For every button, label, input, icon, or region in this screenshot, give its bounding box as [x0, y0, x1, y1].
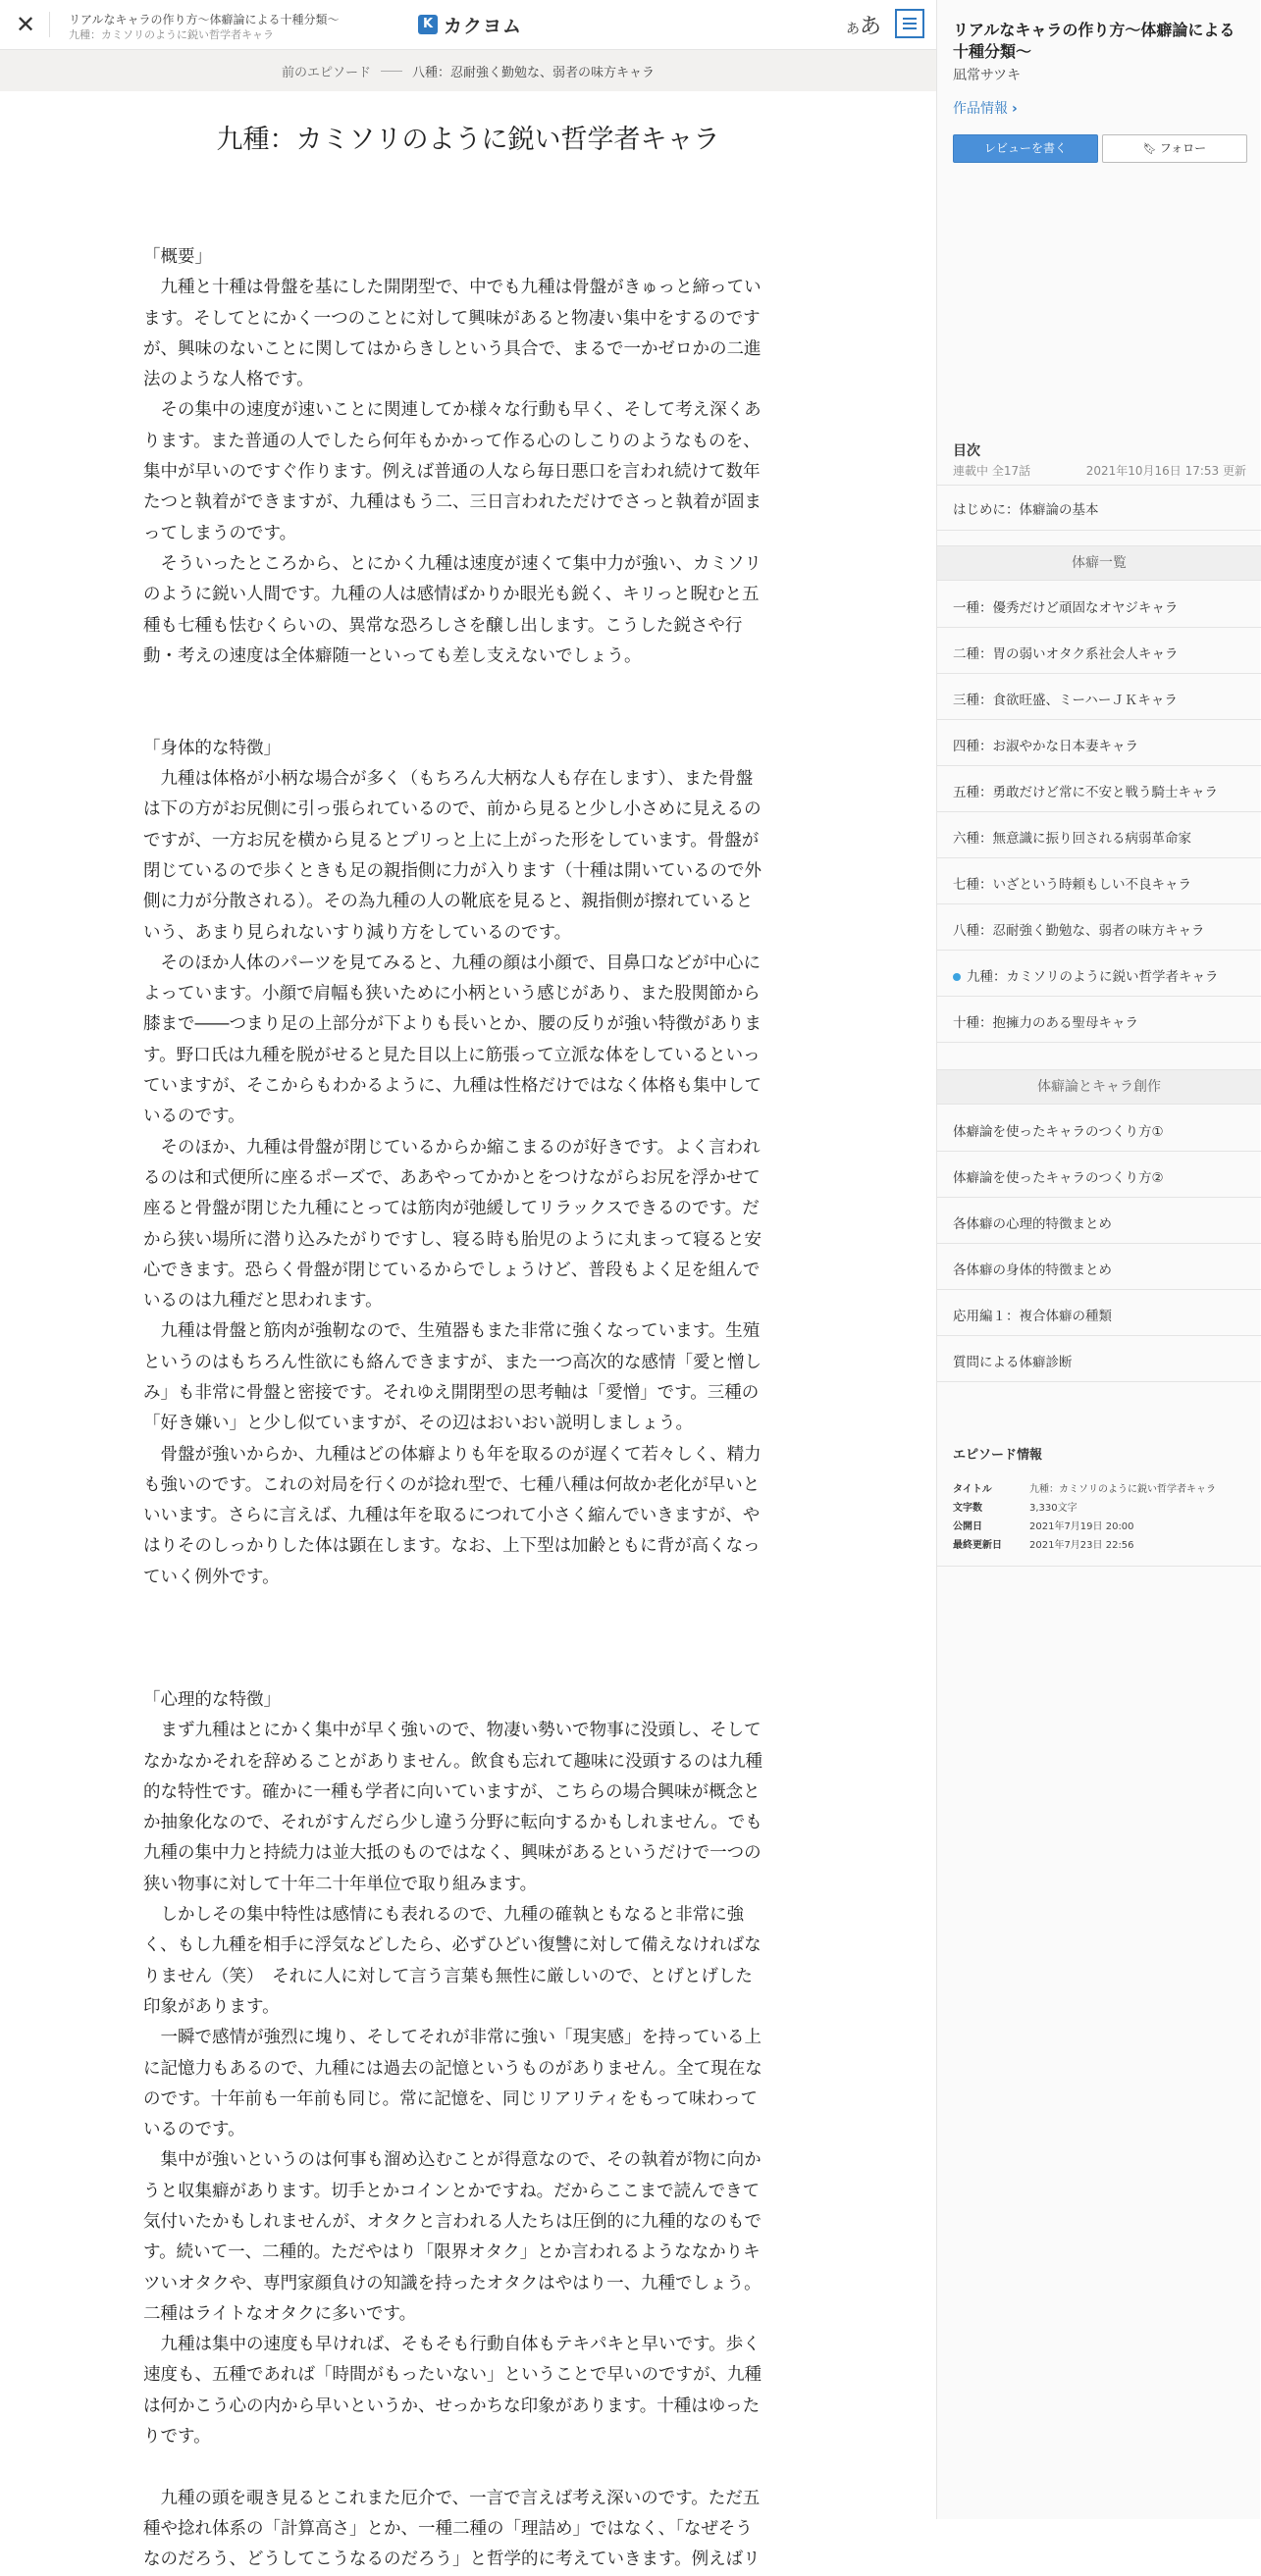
body-line: 閉じているので歩くときも足の親指側に力が入ります（十種は開いているので外 — [143, 860, 762, 881]
toc-divider — [937, 1042, 1261, 1043]
header-work-title[interactable]: リアルなキャラの作り方～体癖論による十種分類～ — [69, 13, 340, 26]
episode-info-value: 2021年7月19日 20:00 — [1029, 1521, 1134, 1532]
font-large-glyph: あ — [860, 15, 882, 39]
episode-title: 九種：カミソリのように鋭い哲学者キャラ — [216, 125, 720, 155]
body-line — [143, 672, 779, 702]
body-line: なかなかそれを辞めることがありません。飲食も忘れて趣味に没頭するのは九種 — [143, 1751, 763, 1772]
body-line: 側に力が分散される）。その為九種の人の靴底を見ると、親指側が擦れていると — [143, 892, 754, 912]
body-line: いるのは九種だと思われます。 — [143, 1291, 383, 1312]
body-line: 座ると骨盤が閉じた九種にとっては筋肉が弛緩してリラックスできるのです。だ — [143, 1199, 760, 1219]
toc-divider — [937, 530, 1261, 531]
toc-item-intro[interactable]: はじめに：体癖論の基本 — [953, 502, 1099, 518]
body-line: す。野口氏は九種を脱がせると見た目以上に筋張って立派な体をしているといっ — [143, 1045, 761, 1065]
body-line: うと収集癖があります。切手とかコインとかですね。だからここまで読んできて — [143, 2181, 761, 2201]
body-line: も強いのです。これの対局を行くのが捻れ型で、七種八種は何故か老化が早いと — [143, 1474, 761, 1495]
close-icon[interactable]: ✕ — [15, 11, 36, 38]
body-line: いるのです。 — [143, 2120, 245, 2140]
body-line: 九種は集中の速度も早ければ、そもそも行動自体もテキパキと早いです。歩く — [143, 2335, 761, 2355]
toc-divider — [937, 627, 1261, 628]
body-line — [143, 2452, 779, 2483]
body-line: というのはもちろん性欲にも絡んできますが、また一つ高次的な感情「愛と憎し — [143, 1352, 762, 1372]
body-line: か抽象化なので、それがすんだら少し違う分野に転向するかもしれません。でも — [143, 1813, 762, 1833]
toc-item[interactable]: 十種：抱擁力のある聖母キャラ — [953, 1015, 1138, 1031]
body-line: いう、あまり見られないすり減り方をしているのです。 — [143, 922, 572, 943]
episode-info-value: 3,330文字 — [1029, 1503, 1077, 1514]
sidebar-work-title[interactable]: リアルなキャラの作り方～体癖論による十種分類～ — [953, 21, 1235, 61]
header-divider — [49, 12, 50, 37]
toc-item[interactable]: 四種：お淑やかな日本妻キャラ — [953, 739, 1138, 754]
body-line: ていく例外です。 — [143, 1567, 280, 1587]
toc-item[interactable]: 一種：優秀だけど頑固なオヤジキャラ — [953, 600, 1179, 616]
work-info-label: 作品情報 — [953, 101, 1008, 117]
body-line: 九種は骨盤と筋肉が強靭なので、生殖器もまた非常に強くなっています。生殖 — [143, 1321, 761, 1342]
body-line: 「身体的な特徴」 — [143, 738, 281, 758]
episode-body — [143, 242, 779, 2576]
body-line: ですが、一方お尻を横から見るとプリっと上に上がった形をしています。骨盤が — [143, 830, 760, 850]
body-line: ていますが、そこからもわかるように、九種は性格だけではなく体格も集中して — [143, 1076, 762, 1097]
body-line: す。続いて一、二種的。ただやはり「限界オタク」とか言われるようななかりキ — [143, 2242, 761, 2263]
body-line: いいます。さらに言えば、九種は年を取るにつれて小さく縮んでいきますが、や — [143, 1506, 761, 1526]
toc-item[interactable]: 七種：いざという時頼もしい不良キャラ — [953, 877, 1191, 893]
prev-episode-dash — [381, 71, 402, 72]
body-line: しかしその集中特性は感情にも表れるので、九種の確執ともなると非常に強 — [143, 1905, 745, 1926]
body-line: 「心理的な特徴」 — [143, 1689, 281, 1710]
serial-status: 連載中 全17話 — [953, 464, 1031, 478]
toc-divider — [937, 673, 1261, 674]
body-line: そのほか人体のパーツを見てみると、九種の顔は小顔で、目鼻口などが中心に — [143, 953, 761, 973]
sidebar-author[interactable]: 凪常サツキ — [953, 68, 1022, 83]
episode-info-key: 公開日 — [953, 1521, 982, 1532]
current-episode-dot — [953, 973, 961, 981]
body-line: りません（笑） それに人に対して言う言葉も無性に厳しいので、とげとげした — [143, 1966, 753, 1986]
toc-divider — [937, 811, 1261, 812]
episode-info-key: 最終更新日 — [953, 1540, 1002, 1551]
body-line: 印象があります。 — [143, 1996, 280, 2017]
body-line: 膝まで――つまり足の上部分が下よりも長いとか、腰の反りが強い特徴がありま — [143, 1014, 762, 1035]
prev-episode-label[interactable]: 前のエピソード — [281, 65, 371, 80]
episode-info-value: 2021年7月23日 22:56 — [1029, 1540, 1134, 1551]
toc-item[interactable]: 各体癖の身体的特徴まとめ — [953, 1262, 1112, 1278]
body-line: 骨盤が強いからか、九種はどの体癖よりも年を取るのが遅くて若々しく、精力 — [143, 1444, 762, 1465]
header-episode-title: 九種：カミソリのように鋭い哲学者キャラ — [69, 28, 274, 41]
toc-divider — [937, 1381, 1261, 1382]
toc-item[interactable]: 五種：勇敢だけど常に不安と戦う騎士キャラ — [953, 785, 1218, 800]
body-line: 動・考えの速度は全体癖随一といっても差し支えないでしょう。 — [143, 645, 642, 666]
body-line: 種も七種も怯むくらいの、異常な恐ろしさを醸し出します。こうした鋭さや行 — [143, 615, 743, 636]
episode-info-key: 文字数 — [953, 1503, 982, 1514]
body-line: のように鋭い人間です。九種の人は感情ばかりか眼光も鋭く、キリっと睨むと五 — [143, 585, 760, 605]
body-line — [143, 1655, 779, 1685]
body-line: は下の方がお尻側に引っ張られているので、前から見ると少し小さめに見えるの — [143, 799, 762, 820]
logo-mark-icon: K — [418, 15, 438, 34]
bookmark-plus-icon: 🔖︎ — [1142, 142, 1157, 155]
body-line: 二種はライトなオタクに多いです。 — [143, 2303, 417, 2324]
body-line — [143, 1593, 779, 1623]
body-line: ってしまうのです。 — [143, 523, 297, 543]
body-line: なのだろう、どうしてこうなるのだろう」と哲学的に考えていきます。例えばリ — [143, 2550, 761, 2570]
body-line: 九種の集中力と持続力は並大抵のものではなく、興味があるというだけで一つの — [143, 1843, 762, 1864]
body-line: のです。十年前も一年前も同じ。常に記憶を、同じリアリティをもって味わって — [143, 2088, 758, 2109]
body-line: 九種と十種は骨盤を基にした開閉型で、中でも九種は骨盤がきゅっと締ってい — [143, 278, 762, 298]
body-line: ます。そしてとにかく一つのことに対して興味があると物凄い集中をするのです — [143, 308, 761, 329]
prev-episode-bar[interactable] — [0, 49, 936, 91]
sidebar — [936, 0, 1260, 2519]
toc-item-current[interactable]: 九種：カミソリのように鋭い哲学者キャラ — [967, 969, 1219, 985]
toc-divider — [937, 1151, 1261, 1152]
body-line: その集中の速度が速いことに関連してか様々な行動も早く、そして考え深くあ — [143, 400, 762, 421]
body-line: 心できます。恐らく骨盤が閉じているからでしょうけど、普段もよく足を組んで — [143, 1260, 761, 1280]
follow-label: フォロー — [1159, 141, 1207, 155]
toc-section-header: 体癖一覧 — [937, 545, 1261, 581]
episode-info-divider — [937, 1566, 1261, 1567]
toc-item[interactable]: 体癖論を使ったキャラのつくり方② — [953, 1170, 1164, 1186]
toc-item[interactable]: 質問による体癖診断 — [953, 1355, 1073, 1370]
body-line: りです。 — [143, 2427, 211, 2447]
toc-divider — [937, 1289, 1261, 1290]
toc-item[interactable]: 二種：胃の弱いオタク系社会人キャラ — [953, 646, 1179, 662]
toc-divider — [937, 1335, 1261, 1336]
body-line: 法のような人格です。 — [143, 370, 314, 390]
toc-item[interactable]: 応用編１：複合体癖の種類 — [953, 1309, 1112, 1324]
toc-divider — [937, 1197, 1261, 1198]
logo-text: カクヨム — [444, 15, 523, 37]
prev-episode-title[interactable]: 八種：忍耐強く勤勉な、弱者の味方キャラ — [412, 65, 656, 80]
body-line — [143, 1623, 779, 1654]
body-line: 「概要」 — [143, 247, 212, 267]
body-line — [143, 702, 779, 733]
chevron-right-icon: › — [1012, 101, 1018, 117]
toc-divider — [937, 857, 1261, 858]
toc-divider — [937, 719, 1261, 720]
body-line: 「好き嫌い」と少し似ていますが、その辺はおいおい説明しましょう。 — [143, 1414, 693, 1434]
body-line: いるのです。 — [143, 1107, 245, 1127]
toc-divider — [937, 996, 1261, 997]
work-info-link[interactable] — [953, 98, 1018, 118]
body-line: ります。また普通の人でしたら何年もかかって作る心のしこりのようなものを、 — [143, 431, 761, 451]
body-line: はりそのしっかりした体は顕在します。なお、上下型は加齢ともに背が高くなっ — [143, 1536, 761, 1557]
toc-item[interactable]: 六種：無意識に振り回される病弱革命家 — [953, 831, 1191, 847]
toc-list-icon[interactable] — [895, 9, 924, 38]
toc-item[interactable]: 体癖論を使ったキャラのつくり方① — [953, 1124, 1164, 1140]
body-line: 九種は体格が小柄な場合が多く（もちろん大柄な人も存在します）、また骨盤 — [143, 769, 754, 790]
body-line: く、もし九種を相手に浮気などしたら、必ずひどい復讐に対して備えなければな — [143, 1935, 762, 1956]
font-small-glyph: あ — [846, 22, 860, 37]
body-line: 一瞬で感情が強烈に塊り、そしてそれが非常に強い「現実感」を持っている上 — [143, 2028, 762, 2048]
toc-divider — [937, 950, 1261, 951]
episode-info-key: タイトル — [953, 1484, 992, 1495]
body-line: 気付いたかもしれませんが、オタクと言われる人たちは圧倒的に九種的なのもで — [143, 2212, 762, 2232]
toc-divider — [937, 485, 1261, 486]
body-line: まず九種はとにかく集中が早く強いので、物凄い勢いで物事に没頭し、そして — [143, 1721, 762, 1741]
body-line: 種や捻れ体系の「計算高さ」とか、一種二種の「理詰め」ではなく、「なぜそう — [143, 2518, 753, 2539]
body-line: 速度も、五種であれば「時間がもったいない」ということで早いのですが、九種 — [143, 2365, 762, 2386]
toc-divider — [937, 1243, 1261, 1244]
body-line: たつと執着ができますが、九種はもう二、三日言われただけでさっと執着が固ま — [143, 492, 762, 513]
body-line: は何かこう心の内から早いというか、せっかちな印象があります。十種はゆった — [143, 2396, 761, 2416]
follow-button[interactable] — [1102, 134, 1247, 163]
body-line: 集中が強いというのは何事も溜め込むことが得意なので、その執着が物に向か — [143, 2150, 762, 2171]
kakuyomu-logo[interactable] — [418, 13, 522, 36]
body-line: が、興味のないことに関してはからきしという具合で、まるで一かゼロかの二進 — [143, 338, 762, 359]
toc-section-header: 体癖論とキャラ創作 — [937, 1069, 1261, 1105]
body-line: から狭い場所に潜り込みたがりですし、寝る時も胎児のように丸まって寝ると安 — [143, 1229, 762, 1250]
toc-item[interactable]: 八種：忍耐強く勤勉な、弱者の味方キャラ — [953, 923, 1205, 939]
body-line: に記憶力もあるので、九種には過去の記憶というものがありません。全て現在な — [143, 2058, 762, 2079]
body-line: よっています。小顔で肩幅も狭いために小柄という感じがあり、また股関節から — [143, 984, 761, 1005]
body-line: そういったところから、とにかく九種は速度が速くて集中力が強い、カミソリ — [143, 553, 762, 574]
last-updated: 2021年10月16日 17:53 更新 — [1085, 464, 1246, 478]
toc-divider — [937, 903, 1261, 904]
toc-item[interactable]: 三種：食欲旺盛、ミーハーＪＫキャラ — [953, 693, 1178, 708]
reader-header — [0, 0, 936, 49]
toc-heading: 目次 — [953, 443, 980, 459]
episode-info-value: 九種：カミソリのように鋭い哲学者キャラ — [1029, 1484, 1216, 1495]
body-line: 的な特性です。確かに一種も学者に向いていますが、こちらの場合興味が概念と — [143, 1781, 761, 1802]
body-line: 狭い物事に対して十年二十年単位で取り組みます。 — [143, 1874, 538, 1894]
body-line: そのほか、九種は骨盤が閉じているからか縮こまるのが好きです。よく言われ — [143, 1137, 761, 1158]
font-size-button[interactable] — [846, 10, 881, 40]
body-line: るのは和式便所に座るポーズで、ああやってかかとをつけながらお尻を浮かせて — [143, 1167, 761, 1188]
body-line: み」も非常に骨盤と密接です。それゆえ開閉型の思考軸は「愛憎」です。三種の — [143, 1382, 760, 1403]
toc-divider — [937, 765, 1261, 766]
body-line: 九種の頭を覗き見るとこれまた厄介で、一言で言えば考え深いのです。ただ五 — [143, 2488, 761, 2508]
body-line: ツいオタクや、専門家顔負けの知識を持ったオタクはやはり一、九種でしょう。 — [143, 2273, 762, 2293]
episode-info-heading: エピソード情報 — [953, 1448, 1043, 1463]
review-button[interactable]: レビューを書く — [953, 134, 1098, 163]
toc-item[interactable]: 各体癖の心理的特徴まとめ — [953, 1216, 1112, 1232]
body-line: 集中が早いのですぐ作ります。例えば普通の人なら毎日悪口を言われ続けて数年 — [143, 462, 761, 483]
